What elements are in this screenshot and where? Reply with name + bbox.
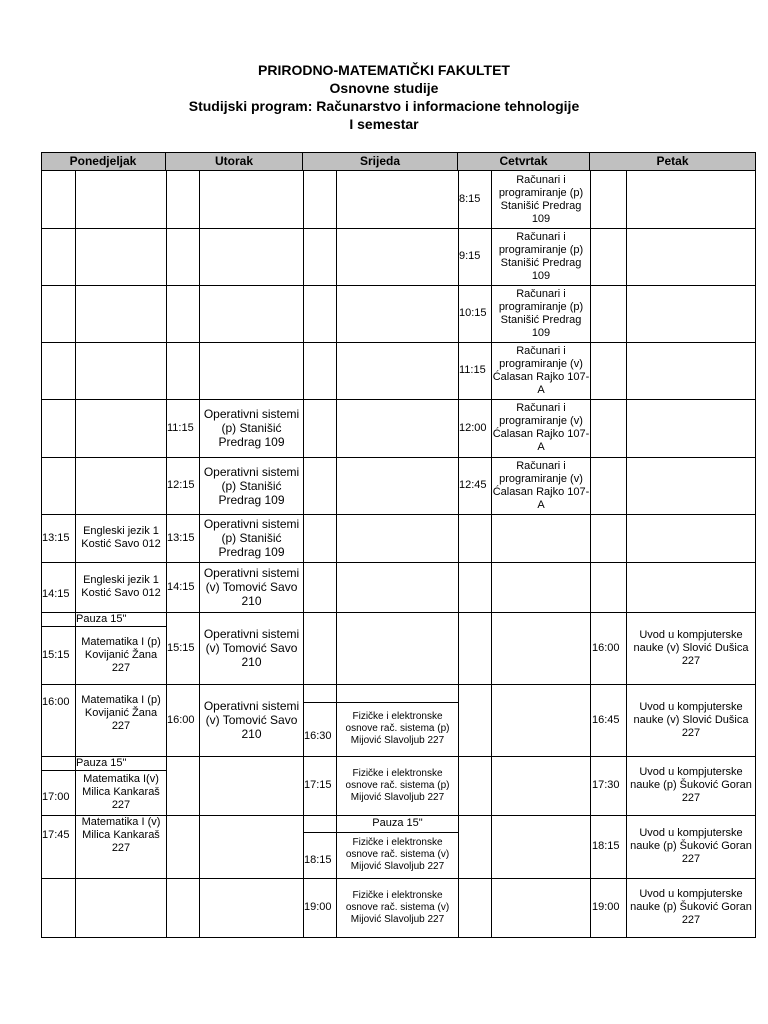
time-cell: 9:15: [459, 250, 481, 262]
time-cell: 11:15: [167, 421, 194, 434]
time-cell: 17:45: [42, 829, 70, 841]
time-cell: 15:15: [167, 641, 195, 654]
day-header-petak: Petak: [590, 152, 755, 170]
class-cell: Operativni sistemi (p) Stanišić Predrag 109: [203, 407, 300, 449]
pause-cell: Pauza 15": [76, 756, 127, 769]
time-cell: 17:00: [42, 791, 70, 803]
faculty-title: PRIRODNO-MATEMATIČKI FAKULTET: [258, 62, 510, 78]
time-cell: 14:15: [42, 587, 70, 600]
time-cell: 18:15: [592, 840, 620, 852]
time-cell: 16:00: [42, 696, 70, 708]
time-cell: 13:15: [42, 531, 70, 544]
class-cell: Fizičke i elektronske osnove rač. sistema (v) Mijović Slavoljub 227: [345, 837, 450, 872]
class-cell: Računari i programiranje (v) Ćalasan Rajko 107-A: [492, 402, 590, 453]
day-header-cetvrtak: Cetvrtak: [458, 152, 590, 170]
class-cell: Operativni sistemi (p) Stanišić Predrag 109: [203, 464, 300, 507]
time-cell: 16:45: [592, 713, 620, 726]
time-cell: 12:45: [459, 479, 487, 491]
class-cell: Engleski jezik 1 Kostić Savo 012: [81, 525, 161, 550]
time-cell: 10:15: [459, 307, 487, 319]
class-cell: Uvod u kompjuterske nauke (v) Slović Dušica 227: [633, 700, 749, 739]
class-cell: Matematika I (p) Kovijanić Žana 227: [81, 635, 161, 674]
class-cell: Uvod u kompjuterske nauke (v) Slović Dušica 227: [633, 628, 749, 667]
class-cell: Matematika I (v) Milica Kankaraš 227: [81, 815, 161, 854]
time-cell: 19:00: [592, 901, 620, 913]
class-cell: Operativni sistemi (p) Stanišić Predrag 109: [203, 517, 300, 559]
time-cell: 16:00: [592, 641, 620, 654]
class-cell: Računari i programiranje (p) Stanišić Predrag 109: [498, 287, 584, 339]
class-cell: Uvod u kompjuterske nauke (p) Šuković Goran 227: [630, 827, 752, 865]
time-cell: 16:30: [304, 729, 332, 742]
day-header-utorak: Utorak: [166, 152, 303, 170]
class-cell: Računari i programiranje (p) Stanišić Predrag 109: [498, 230, 584, 282]
pause-cell: Pauza 15": [76, 612, 127, 625]
time-cell: 8:15: [459, 193, 481, 205]
class-cell: Operativni sistemi (v) Tomović Savo 210: [203, 566, 300, 608]
class-cell: Fizičke i elektronske osnove rač. sistema (p) Mijović Slavoljub 227: [345, 711, 450, 746]
class-cell: Operativni sistemi (v) Tomović Savo 210: [203, 627, 300, 669]
day-header-srijeda: Srijeda: [303, 152, 458, 170]
schedule-table: [41, 152, 755, 937]
time-cell: 15:15: [42, 648, 70, 661]
class-cell: Matematika I(v) Milica Kankaraš 227: [82, 773, 160, 811]
class-cell: Računari i programiranje (v) Ćalasan Rajko 107-A: [492, 459, 590, 511]
time-cell: 11:15: [459, 364, 486, 376]
time-cell: 17:15: [304, 779, 332, 791]
time-cell: 13:15: [167, 531, 195, 544]
class-cell: Računari i programiranje (p) Stanišić Predrag 109: [498, 173, 584, 225]
study-program: Studijski program: Računarstvo i informacione tehnologije: [188, 98, 580, 114]
time-cell: 12:15: [167, 479, 195, 491]
time-cell: 19:00: [304, 901, 332, 913]
class-cell: Računari i programiranje (v) Ćalasan Rajko 107-A: [492, 344, 590, 396]
class-cell: Uvod u kompjuterske nauke (p) Šuković Goran 227: [630, 888, 752, 926]
semester: I semestar: [349, 116, 419, 132]
class-cell: Matematika I (p) Kovijanić Žana 227: [81, 693, 161, 732]
pause-cell: Pauza 15": [372, 817, 423, 829]
class-cell: Fizičke i elektronske osnove rač. sistema (p) Mijović Slavoljub 227: [345, 767, 450, 803]
class-cell: Fizičke i elektronske osnove rač. sistema (v) Mijović Slavoljub 227: [345, 889, 450, 925]
day-header-ponedjeljak: Ponedjeljak: [41, 152, 166, 170]
time-cell: 14:15: [167, 580, 195, 593]
class-cell: Operativni sistemi (v) Tomović Savo 210: [203, 699, 300, 741]
study-level: Osnovne studije: [329, 80, 439, 96]
class-cell: Uvod u kompjuterske nauke (p) Šuković Goran 227: [630, 766, 752, 804]
time-cell: 17:30: [592, 779, 620, 791]
time-cell: 16:00: [167, 713, 195, 726]
class-cell: Engleski jezik 1 Kostić Savo 012: [81, 574, 161, 599]
time-cell: 12:00: [459, 421, 487, 434]
time-cell: 18:15: [304, 853, 332, 866]
